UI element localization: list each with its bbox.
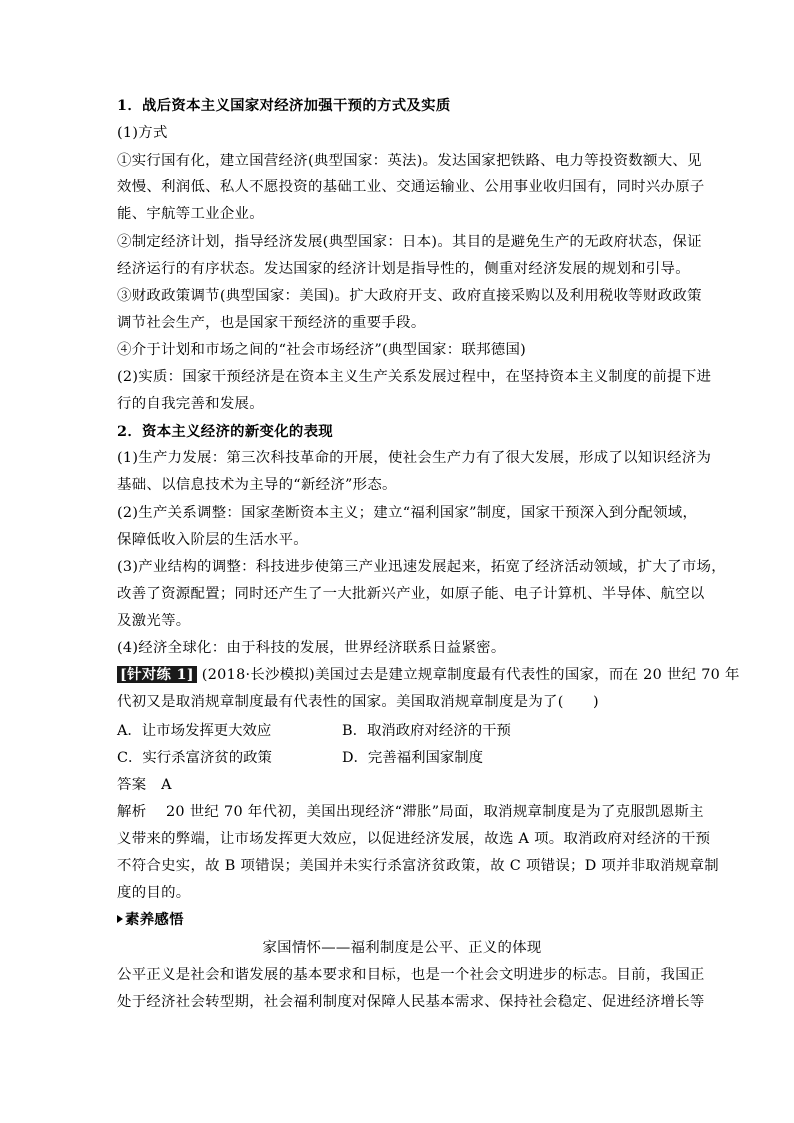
- text-line: 行的自我完善和发展。: [117, 396, 264, 412]
- text-line: 代初又是取消规章制度最有代表性的国家。美国取消规章制度是为了( ): [117, 694, 599, 710]
- text-line: (3)产业结构的调整：科技进步使第三产业迅速发展起来，拓宽了经济活动领域，扩大了市场，: [117, 559, 726, 575]
- literacy-label-text: 素养感悟: [125, 911, 184, 928]
- literacy-title: 家国情怀——福利制度是公平、正义的体现: [262, 940, 542, 956]
- subheading-methods: (1)方式: [117, 125, 168, 141]
- text-line: 经济运行的有序状态。发达国家的经济计划是指导性的，侧重对经济发展的规划和引导。: [117, 261, 690, 277]
- practice-question: [117, 665, 740, 685]
- analysis-line: 义带来的弊端，让市场发挥更大效应，以促进经济发展，故选 A 项。取消政府对经济的干预: [117, 831, 711, 847]
- option-b: B．取消政府对经济的干预: [342, 723, 511, 739]
- text-line: 改善了资源配置；同时还产生了一大批新兴产业，如原子能、电子计算机、半导体、航空以: [117, 586, 705, 602]
- text-line: 调节社会生产，也是国家干预经济的重要手段。: [117, 315, 426, 331]
- analysis-line: 解析 20 世纪 70 年代初，美国出现经济“滞胀”局面，取消规章制度是为了克服凯恩斯主: [117, 804, 704, 820]
- text-line: ④介于计划和市场之间的“社会市场经济”(典型国家：联邦德国): [117, 342, 527, 358]
- text-line: 效慢、利润低、私人不愿投资的基础工业、交通运输业、公用事业收归国有，同时兴办原子: [117, 179, 705, 195]
- literacy-label: [117, 910, 687, 930]
- section-1-heading: 1．战后资本主义国家对经济加强干预的方式及实质: [117, 97, 451, 114]
- text-line: 基础、以信息技术为主导的“新经济”形态。: [117, 477, 397, 493]
- text-line: (2)实质：国家干预经济是在资本主义生产关系发展过程中，在坚持资本主义制度的前提下进: [117, 369, 712, 385]
- text-line: (2)生产关系调整：国家垄断资本主义；建立“福利国家”制度，国家干预深入到分配领域，: [117, 505, 698, 521]
- option-d: D．完善福利国家制度: [342, 750, 484, 766]
- practice-tag: [针对练 1]: [117, 666, 197, 683]
- text-line: ③财政政策调节(典型国家：美国)。扩大政府开支、政府直接采购以及利用税收等财政政策: [117, 288, 702, 304]
- answer-line: 答案 A: [117, 777, 172, 793]
- option-a: A．让市场发挥更大效应: [117, 723, 272, 739]
- text-line: 公平正义是社会和谐发展的基本要求和目标，也是一个社会文明进步的标志。目前，我国正: [117, 967, 705, 983]
- analysis-line: 度的目的。: [117, 885, 191, 901]
- text-line: 处于经济社会转型期，社会福利制度对保障人民基本需求、保持社会稳定、促进经济增长等: [117, 994, 705, 1010]
- text-line: ①实行国有化，建立国营经济(典型国家：英法)。发达国家把铁路、电力等投资数额大、见: [117, 153, 702, 169]
- option-c: C．实行杀富济贫的政策: [117, 750, 272, 766]
- text-line: 保障低收入阶层的生活水平。: [117, 532, 308, 548]
- text-line: 及激光等。: [117, 613, 191, 629]
- section-2-heading: 2．资本主义经济的新变化的表现: [117, 423, 333, 440]
- text-line: (1)生产力发展：第三次科技革命的开展，使社会生产力有了很大发展，形成了以知识经济为: [117, 450, 712, 466]
- analysis-line: 不符合史实，故 B 项错误；美国并未实行杀富济贫政策，故 C 项错误；D 项并非取消规章制: [117, 858, 719, 874]
- text-line: (4)经济全球化：由于科技的发展，世界经济联系日益紧密。: [117, 640, 506, 656]
- triangle-bullet-icon: [117, 915, 123, 923]
- question-text: (2018·长沙模拟)美国过去是建立规章制度最有代表性的国家，而在 20 世纪 70 年: [196, 667, 740, 683]
- text-line: ②制定经济计划，指导经济发展(典型国家：日本)。其目的是避免生产的无政府状态，保证: [117, 234, 702, 250]
- text-line: 能、宇航等工业企业。: [117, 206, 264, 222]
